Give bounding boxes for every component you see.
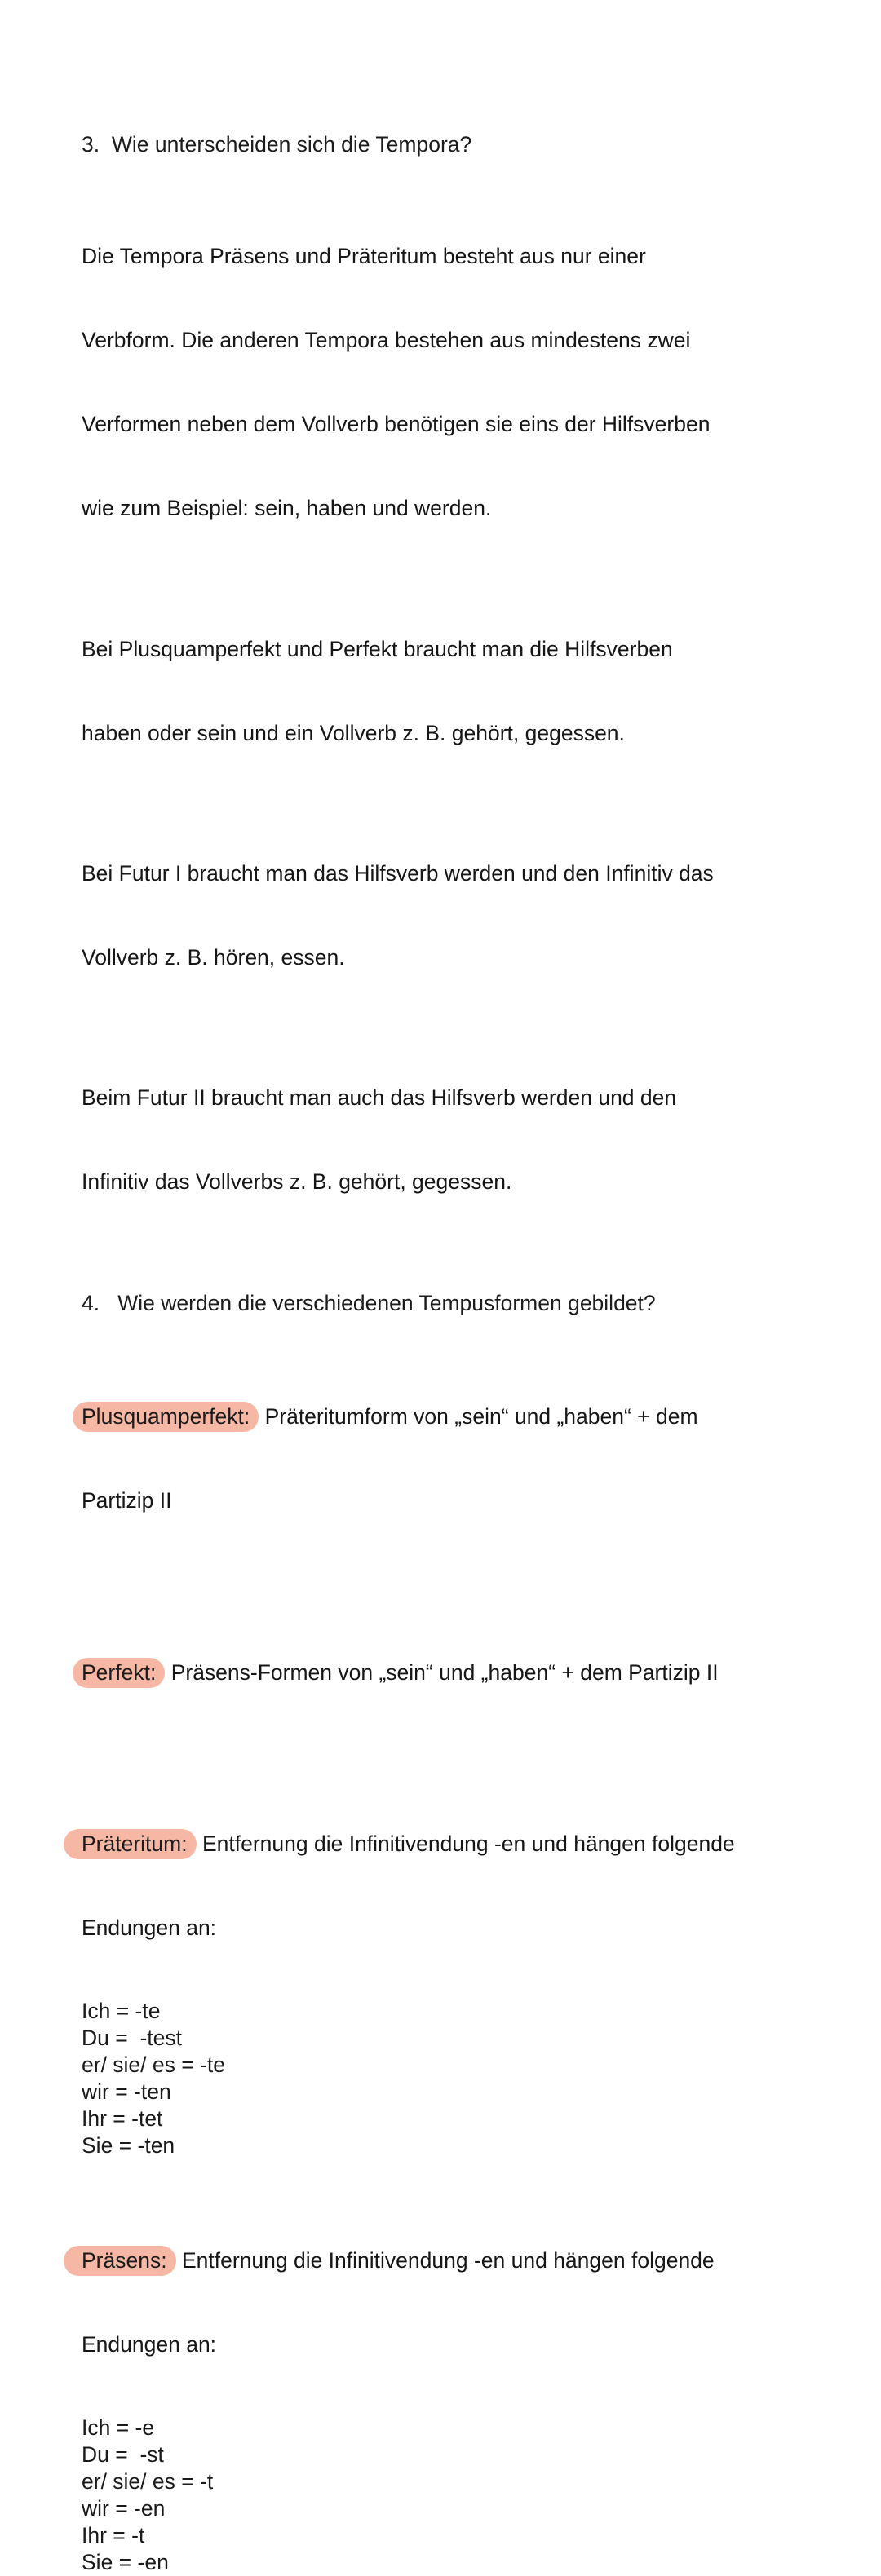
text-line	[82, 1830, 799, 1858]
praeteritum-endings-list	[82, 1998, 799, 2159]
question-4-number: 4.	[82, 1291, 100, 1316]
spacer	[82, 1252, 799, 1289]
highlight-plusquamperfekt: Plusquamperfekt:	[73, 1402, 259, 1432]
question-4-text: Wie werden die verschiedenen Tempusformen gebildet?	[117, 1291, 656, 1316]
spacer	[82, 158, 799, 186]
text-line	[82, 1403, 799, 1430]
text-line: Bei Futur I braucht man das Hilfsverb werden und den Infinitiv das	[82, 860, 714, 886]
list-item: Sie = -en	[82, 2550, 169, 2575]
text-line: Endungen an:	[82, 1915, 217, 1940]
list-item: Ich = -te	[82, 1998, 161, 2023]
text-line: Die Tempora Präsens und Präteritum besteht aus nur einer	[82, 243, 646, 268]
text-line: haben oder sein und ein Vollverb z. B. gehört, gegessen.	[82, 720, 625, 745]
answer-3-paragraph-2	[82, 579, 799, 803]
list-item: wir = -ten	[82, 2079, 171, 2104]
list-item: er/ sie/ es = -t	[82, 2469, 214, 2494]
answer-4-perfekt	[82, 1602, 799, 1743]
text-run: Entfernung die Infinitivendung -en und hängen folgende	[196, 1831, 735, 1856]
answer-3-paragraph-1	[82, 186, 799, 579]
text-line	[82, 2247, 799, 2274]
list-item: Ich = -e	[82, 2415, 155, 2441]
text-line: Endungen an:	[82, 2332, 217, 2357]
document-content	[82, 130, 799, 2576]
list-item: wir = -en	[82, 2496, 166, 2521]
question-3	[82, 130, 799, 158]
text-line: Partizip II	[82, 1488, 172, 1513]
text-line: Verbform. Die anderen Tempora bestehen aus mindestens zwei	[82, 328, 691, 353]
list-item: Du = -st	[82, 2442, 164, 2468]
text-line: Verformen neben dem Vollverb benötigen sie eins der Hilfsverben	[82, 412, 711, 437]
text-line: Infinitiv das Vollverbs z. B. gehört, gegessen.	[82, 1169, 512, 1195]
list-item: er/ sie/ es = -te	[82, 2052, 226, 2077]
spacer	[82, 1571, 799, 1602]
highlight-perfekt: Perfekt:	[73, 1658, 165, 1688]
question-3-number: 3.	[82, 132, 100, 157]
answer-4-praesens	[82, 2190, 799, 2415]
answer-4-plusquamperfekt	[82, 1346, 799, 1571]
text-run: Präsens-Formen von „sein“ und „haben“ + dem Partizip II	[165, 1659, 719, 1685]
list-item: Sie = -ten	[82, 2132, 175, 2158]
spacer	[82, 1317, 799, 1346]
spacer	[82, 1743, 799, 1774]
list-item: Du = -test	[82, 2025, 182, 2050]
text-line: wie zum Beispiel: sein, haben und werden.	[82, 496, 492, 521]
praesens-endings-list	[82, 2415, 799, 2576]
text-run: Präteritumform von „sein“ und „haben“ + dem	[259, 1404, 698, 1429]
answer-4-praeteritum	[82, 1774, 799, 1998]
question-3-text: Wie unterscheiden sich die Tempora?	[111, 132, 472, 157]
answer-3-paragraph-3	[82, 803, 799, 1027]
text-line: Beim Futur II braucht man auch das Hilfsverb werden und den	[82, 1085, 677, 1110]
text-line: Bei Plusquamperfekt und Perfekt braucht man die Hilfsverben	[82, 636, 673, 661]
text-line: Vollverb z. B. hören, essen.	[82, 944, 345, 970]
text-run: Entfernung die Infinitivendung -en und hängen folgende	[175, 2247, 715, 2273]
list-item: Ihr = -tet	[82, 2105, 163, 2131]
spacer	[82, 2159, 799, 2190]
highlight-praesens: Präsens:	[64, 2246, 176, 2276]
question-4	[82, 1289, 799, 1317]
list-item: Ihr = -t	[82, 2523, 145, 2548]
highlight-praeteritum: Präteritum:	[64, 1829, 197, 1859]
text-line	[82, 1659, 799, 1686]
answer-3-paragraph-4	[82, 1027, 799, 1252]
